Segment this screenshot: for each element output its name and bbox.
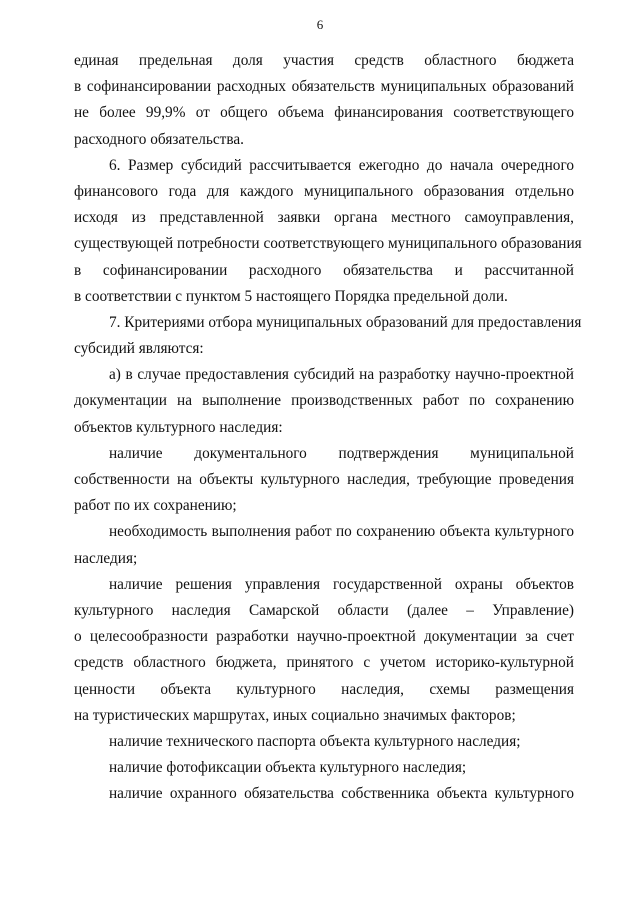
text-line: средств областного бюджета, принятого с учетом историко-культурной [74, 654, 574, 672]
paragraph [74, 310, 582, 362]
text-line: субсидий являются: [74, 340, 204, 358]
text-line: 7. Критериями отбора муниципальных образований для предоставления [109, 313, 582, 331]
paragraph [74, 519, 574, 571]
page-number: 6 [316, 17, 324, 32]
text-line: наследия; [74, 549, 138, 567]
text-line: культурного наследия Самарской области (далее – Управление) [74, 601, 574, 619]
paragraph [74, 362, 574, 441]
paragraph [74, 729, 574, 755]
paragraph [74, 441, 574, 520]
text-line: наличие документального подтверждения муниципальной [109, 444, 574, 462]
text-line: а) в случае предоставления субсидий на разработку научно-проектной [109, 366, 574, 384]
text-line: исходя из представленной заявки органа местного самоуправления, [74, 209, 574, 227]
text-line: наличие охранного обязательства собственника объекта культурного [109, 785, 574, 803]
paragraph [74, 572, 574, 729]
text-line: необходимость выполнения работ по сохранению объекта культурного [109, 523, 574, 541]
text-line: в софинансировании расходного обязательства и рассчитанной [74, 261, 574, 279]
text-line: 6. Размер субсидий рассчитывается ежегодно до начала очередного [109, 156, 574, 174]
text-line: не более 99,9% от общего объема финансирования соответствующего [74, 104, 574, 122]
text-line: расходного обязательства. [74, 130, 244, 148]
text-line: наличие технического паспорта объекта культурного наследия; [109, 732, 521, 750]
paragraph [74, 48, 574, 153]
text-line: работ по их сохранению; [74, 497, 237, 515]
text-line: на туристических маршрутах, иных социально значимых факторов; [74, 706, 516, 724]
text-line: документации на выполнение производственных работ по сохранению [74, 392, 574, 410]
text-line: ценности объекта культурного наследия, схемы размещения [74, 680, 574, 698]
text-line: наличие фотофиксации объекта культурного наследия; [109, 759, 467, 777]
paragraph [74, 153, 582, 310]
text-line: финансового года для каждого муниципального образования отдельно [74, 182, 574, 200]
text-line: наличие решения управления государственной охраны объектов [109, 575, 574, 593]
text-line: о целесообразности разработки научно-проектной документации за счет [74, 628, 574, 646]
text-line: существующей потребности соответствующего муниципального образования [74, 235, 582, 253]
paragraph [74, 781, 574, 807]
text-line: собственности на объекты культурного наследия, требующие проведения [74, 471, 574, 488]
text-line: объектов культурного наследия: [74, 418, 283, 436]
document-body [74, 48, 582, 807]
paragraph [74, 755, 574, 781]
text-line: единая предельная доля участия средств областного бюджета [74, 52, 574, 69]
text-line: в соответствии с пунктом 5 настоящего Порядка предельной доли. [74, 287, 508, 305]
text-line: в софинансировании расходных обязательств муниципальных образований [74, 78, 574, 96]
